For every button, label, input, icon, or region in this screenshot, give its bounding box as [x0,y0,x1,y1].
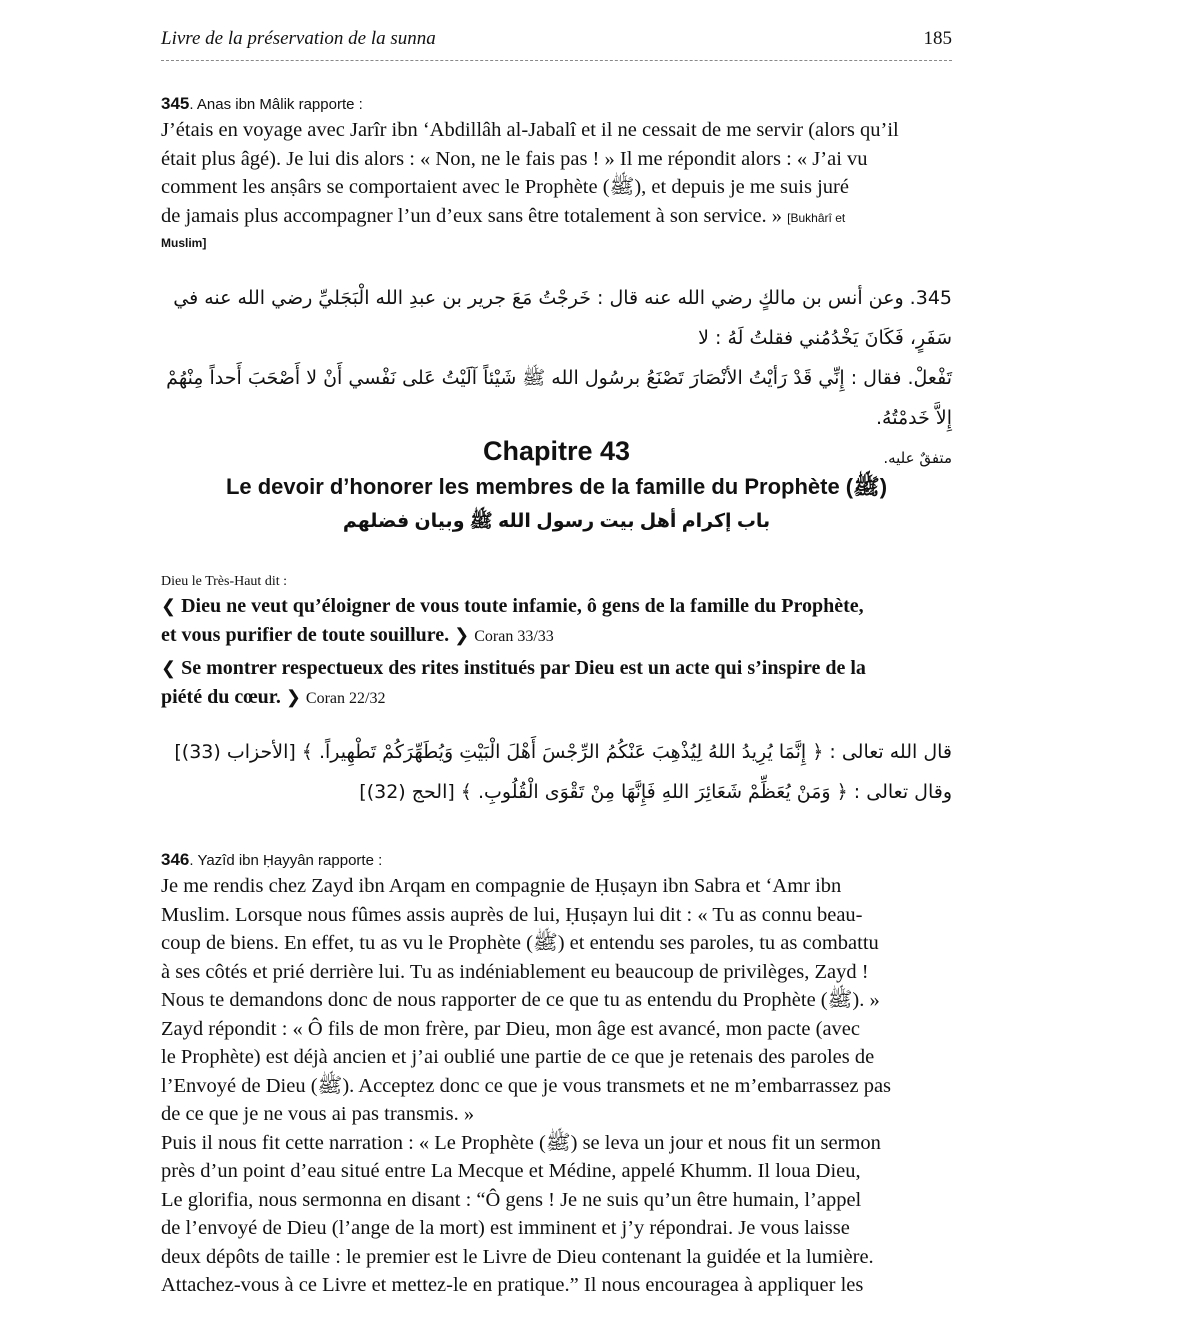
text-line: l’Envoyé de Dieu (ﷺ). Acceptez donc ce que je vous transmets et ne m’embarrassez pas [161,1074,892,1097]
hadith-number: 346 [161,850,190,869]
quran-verse-1 [161,592,952,651]
text-line: deux dépôts de taille : le premier est le Livre de Dieu contenant la guidée et la lumière. [161,1245,874,1268]
close-ornament-icon: ❯ [454,625,470,645]
verse-text: Se montrer respectueux des rites institués par Dieu est un acte qui s’inspire de la [181,657,866,679]
hadith-heading [161,850,952,870]
verse-reference: Coran 33/33 [474,628,554,645]
chapter-title-arabic: باب إكرام أهل بيت رسول الله ﷺ وبيان فضلهم [342,511,771,532]
quran-arabic [161,732,952,812]
text-line: de l’envoyé de Dieu (l’ange de la mort) est imminent et j’y répondrai. Je vous laisse [161,1217,850,1239]
verse-reference: Coran 22/32 [305,690,386,707]
text-line [161,202,952,233]
verse-text: piété du cœur. [161,686,281,708]
hadith-source: [Bukhârî et [787,210,846,225]
verse-line [161,592,952,621]
chapter-title: Le devoir d’honorer les membres de la famille du Prophète (ﷺ) [225,474,888,499]
arabic-line: 345. وعن أنس بن مالكٍ رضي الله عنه قال : خَرجْتُ مَعَ جرير بن عبدِ الله الْبَجَليِّ رضي الله عنه في سَفَرٍ، فَكَانَ يَخْدُمُني فقلتُ لَهُ : لا [173,287,952,349]
header-divider [161,60,952,61]
arabic-verse-2: وقال تعالى : ﴿ وَمَنْ يُعَظِّمْ شَعَائِرَ اللهِ فَإِنَّهَا مِنْ تَقْوَى الْقُلُوبِ. ﴾ [الحج (32)] [359,781,952,803]
hadith-translation [161,116,952,254]
hadith-source-cont: Muslim] [161,236,207,250]
verse-line [161,683,952,713]
hadith-narrator: . Anas ibn Mâlik rapporte : [189,96,363,113]
hadith-translation [161,872,952,1300]
hadith-346 [161,850,952,1300]
verse-line [161,654,952,683]
chapter-number: Chapitre 43 [482,436,631,466]
open-ornament-icon: ❮ [161,596,177,616]
text-line: Nous te demandons donc de nous rapporter de ce que tu as entendu du Prophète (ﷺ). » [161,989,880,1011]
text-line: Le glorifia, nous sermonna en disant : “Ô gens ! Je ne suis qu’un être humain, l’appel [161,1188,862,1211]
verse-text: et vous purifier de toute souillure. [161,624,450,646]
close-ornament-icon: ❯ [285,687,301,707]
verse-text: Dieu ne veut qu’éloigner de vous toute infamie, ô gens de la famille du Prophète, [181,595,864,617]
arabic-verse-1: قال الله تعالى : ﴿ إِنَّمَا يُرِيدُ اللهُ لِيُذْهِبَ عَنْكُمُ الرِّجْسَ أَهْلَ الْبَيْتِ وَيُطَهِّرَكُمْ تَطْهِيراً. ﴾ [الأحزاب (33)] [174,741,952,763]
text-line: Puis il nous fit cette narration : « Le Prophète (ﷺ) se leva un jour et nous fit un sermon [161,1131,881,1154]
text-line-content: de jamais plus accompagner l’un d’eux sans être totalement à son service. » [161,204,783,227]
page-number: 185 [923,28,952,49]
text-line: Je me rendis chez Zayd ibn Arqam en compagnie de Ḥuṣayn ibn Sabra et ‘Amr ibn [161,875,842,897]
text-line: à ses côtés et prié derrière lui. Tu as indéniablement eu beaucoup de privilèges, Zayd ! [161,960,869,983]
hadith-number: 345 [161,94,190,113]
text-line: Attachez-vous à ce Livre et mettez-le en pratique.” Il nous encouragea à appliquer les [161,1274,864,1296]
running-title: Livre de la préservation de la sunna [161,28,436,49]
quran-verse-2 [161,654,952,713]
text-line: coup de biens. En effet, tu as vu le Prophète (ﷺ) et entendu ses paroles, tu as combattu [161,932,879,954]
text-line: le Prophète) est déjà ancien et j’ai oublié une partie de ce que je retenais des paroles de [161,1046,875,1068]
verse-line [161,621,952,651]
arabic-line: تَفْعلْ. فقال : إِنِّي قَدْ رَأيْتُ الأنْصَارَ تَصْنَعُ برسُول الله ﷺ شَيْئاً آلَيْتُ عَلى نَفْسي أَنْ لا أَصْحَبَ أَحداً مِنْهُمْ إِلاَّ خَدمْتُهُ. [166,367,952,429]
open-ornament-icon: ❮ [161,658,177,678]
text-line: Muslim. Lorsque nous fûmes assis auprès de lui, Ḥuṣayn lui dit : « Tu as connu beau- [161,903,863,926]
arabic-source: متفقٌ عليه. [883,449,952,467]
text-line: comment les anṣârs se comportaient avec le Prophète (ﷺ), et depuis je me suis juré [161,176,849,198]
quran-section [161,574,952,713]
hadith-345 [161,94,952,254]
running-header [161,28,952,54]
text-line: J’étais en voyage avec Jarîr ibn ‘Abdillâh al-Jabalî et il ne cessait de me servir (alors qu’il [161,119,899,141]
text-line: était plus âgé). Je lui dis alors : « Non, ne le fais pas ! » Il me répondit alors : « J’ai vu [161,147,868,170]
chapter-heading [161,436,952,537]
hadith-narrator: . Yazîd ibn Ḥayyân rapporte : [189,852,383,869]
hadith-heading [161,94,952,114]
text-line: Zayd répondit : « Ô fils de mon frère, par Dieu, mon âge est avancé, mon pacte (avec [161,1017,861,1040]
text-line: près d’un point d’eau situé entre La Mecque et Médine, appelé Khumm. Il loua Dieu, [161,1160,861,1182]
text-line: de ce que je ne vous ai pas transmis. » [161,1103,475,1125]
quran-intro: Dieu le Très-Haut dit : [161,574,287,589]
